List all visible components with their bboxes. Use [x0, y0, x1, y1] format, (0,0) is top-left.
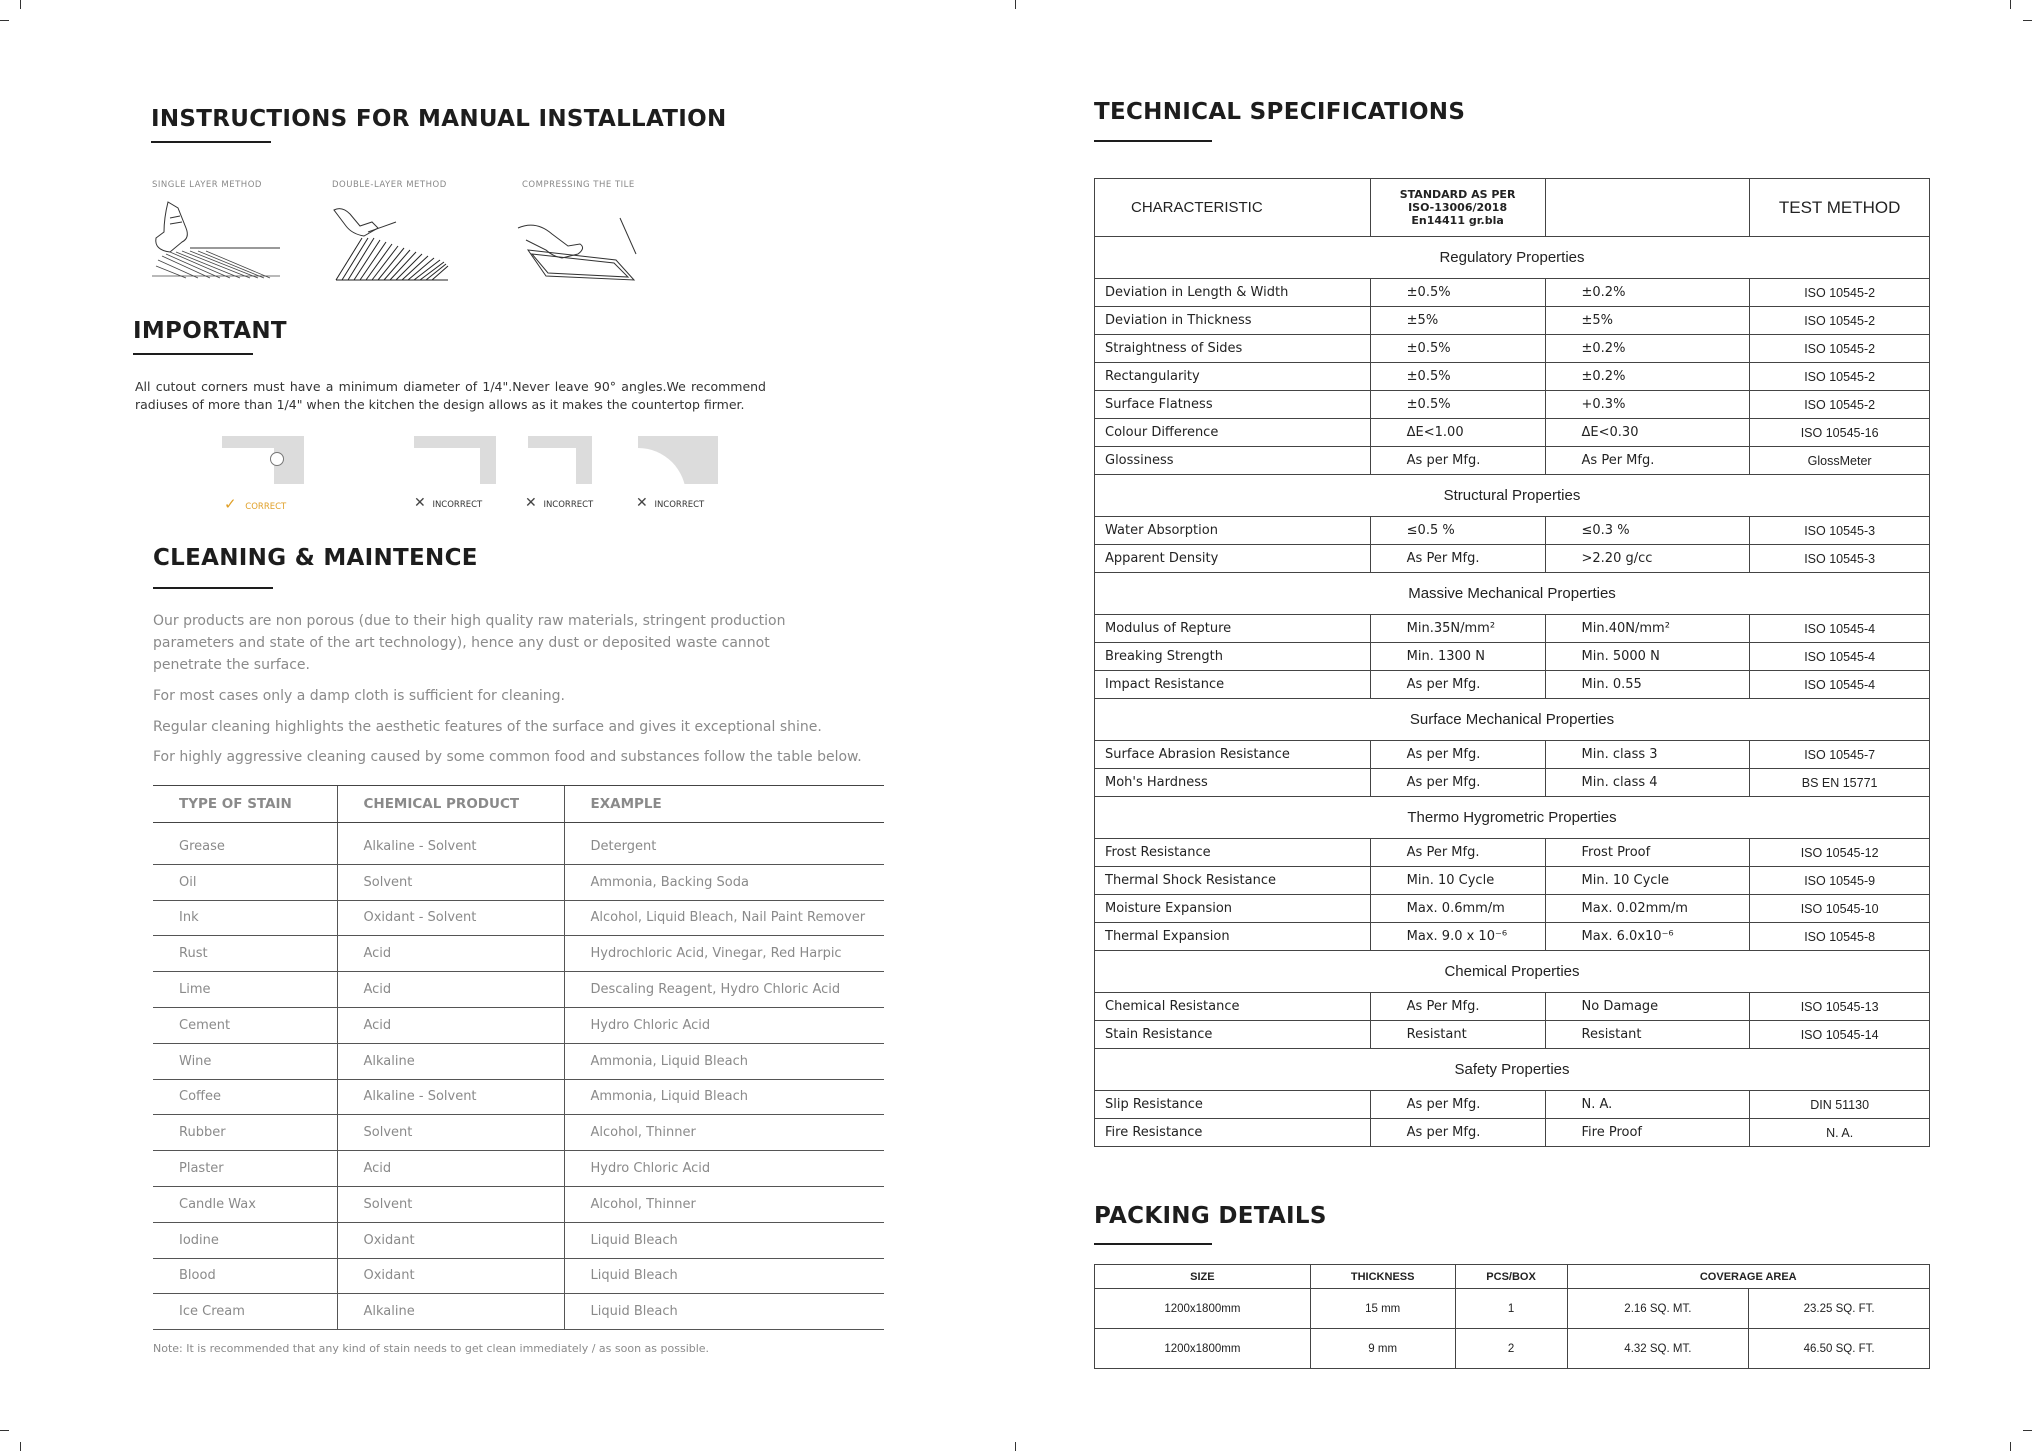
spec-value: ≤0.3 % [1545, 517, 1750, 545]
table-cell: Hydrochloric Acid, Vinegar, Red Harpic [564, 936, 884, 972]
spec-section-header [1095, 699, 1930, 741]
corner-example-correct [222, 436, 304, 484]
spec-value: ±0.2% [1545, 279, 1750, 307]
spec-characteristic: Water Absorption [1095, 517, 1371, 545]
spec-value: ±0.5% [1370, 279, 1545, 307]
table-cell: Alkaline [337, 1294, 564, 1330]
packing-title: PACKING DETAILS [1094, 1203, 1327, 1229]
table-cell: Coffee [153, 1079, 337, 1115]
table-cell: 1 [1455, 1289, 1567, 1329]
spec-value: Min. class 4 [1545, 769, 1750, 797]
table-cell: 15 mm [1310, 1289, 1455, 1329]
spec-characteristic: Frost Resistance [1095, 839, 1371, 867]
spec-value: ±0.5% [1370, 335, 1545, 363]
spec-characteristic: Colour Difference [1095, 419, 1371, 447]
spec-section-title: Structural Properties [1095, 475, 1930, 517]
spec-value: ±0.2% [1545, 335, 1750, 363]
spec-value: N. A. [1545, 1091, 1750, 1119]
table-cell: Liquid Bleach [564, 1258, 884, 1294]
spec-value: As per Mfg. [1370, 769, 1545, 797]
column-header: THICKNESS [1310, 1265, 1455, 1289]
spec-value: Min. class 3 [1545, 741, 1750, 769]
crop-mark [0, 1430, 9, 1431]
column-header-blank [1545, 179, 1750, 237]
table-cell: Oxidant [337, 1222, 564, 1258]
spec-test-method: ISO 10545-4 [1750, 615, 1930, 643]
spec-test-method: ISO 10545-13 [1750, 993, 1930, 1021]
spec-row [1095, 895, 1930, 923]
check-icon: ✓ [224, 495, 237, 513]
column-header: EXAMPLE [564, 786, 884, 823]
table-row [153, 823, 884, 865]
spec-characteristic: Thermal Expansion [1095, 923, 1371, 951]
corner-example-incorrect [414, 436, 496, 484]
cleaning-paragraph: For most cases only a damp cloth is sufficient for cleaning. [153, 688, 565, 704]
table-cell: Acid [337, 1007, 564, 1043]
spec-test-method: ISO 10545-2 [1750, 307, 1930, 335]
spec-test-method: ISO 10545-4 [1750, 671, 1930, 699]
table-row [153, 1222, 884, 1258]
tech-spec-title: TECHNICAL SPECIFICATIONS [1094, 99, 1466, 125]
spec-row [1095, 447, 1930, 475]
spec-row [1095, 391, 1930, 419]
crop-mark [2023, 1430, 2032, 1431]
spec-value: Min.35N/mm² [1370, 615, 1545, 643]
corner-example-incorrect [638, 436, 718, 484]
spec-section-header [1095, 573, 1930, 615]
cleaning-paragraph: For highly aggressive cleaning caused by some common food and substances follow the table below. [153, 749, 862, 765]
crop-mark [2010, 0, 2011, 9]
corner-mark [525, 495, 593, 511]
table-cell: Alkaline - Solvent [337, 1079, 564, 1115]
spec-row [1095, 643, 1930, 671]
spec-value: As Per Mfg. [1545, 447, 1750, 475]
spec-value: ±0.5% [1370, 363, 1545, 391]
important-title: IMPORTANT [133, 318, 287, 344]
column-header: TYPE OF STAIN [153, 786, 337, 823]
crop-mark [2010, 1442, 2011, 1451]
table-cell: Grease [153, 823, 337, 865]
table-cell: 1200x1800mm [1095, 1329, 1311, 1369]
table-row [153, 1151, 884, 1187]
table-cell: Liquid Bleach [564, 1294, 884, 1330]
column-header-standard [1370, 179, 1545, 237]
crop-mark [2023, 20, 2032, 21]
spec-characteristic: Slip Resistance [1095, 1091, 1371, 1119]
corner-example-incorrect [528, 436, 592, 484]
table-cell: Iodine [153, 1222, 337, 1258]
table-cell: Ammonia, Backing Soda [564, 864, 884, 900]
table-cell: Detergent [564, 823, 884, 865]
spec-section-title: Massive Mechanical Properties [1095, 573, 1930, 615]
table-header-row [153, 786, 884, 823]
table-row [153, 1043, 884, 1079]
table-row [153, 864, 884, 900]
spec-characteristic: Breaking Strength [1095, 643, 1371, 671]
spec-value: As Per Mfg. [1370, 545, 1545, 573]
spec-value: As per Mfg. [1370, 671, 1545, 699]
crop-mark [1015, 0, 1016, 9]
spec-value: As per Mfg. [1370, 741, 1545, 769]
crop-mark [0, 20, 9, 21]
spec-test-method: ISO 10545-7 [1750, 741, 1930, 769]
table-cell: Ammonia, Liquid Bleach [564, 1079, 884, 1115]
x-icon: ✕ [525, 495, 537, 511]
table-row [153, 1007, 884, 1043]
x-icon: ✕ [636, 495, 648, 511]
title-underline [133, 353, 253, 355]
spec-value: Resistant [1545, 1021, 1750, 1049]
table-cell: Alcohol, Thinner [564, 1186, 884, 1222]
table-cell: Acid [337, 1151, 564, 1187]
corner-mark [636, 495, 704, 511]
table-cell: Lime [153, 972, 337, 1008]
spec-value: ±0.5% [1370, 391, 1545, 419]
spec-value: Max. 0.02mm/m [1545, 895, 1750, 923]
corner-mark-label: CORRECT [245, 502, 287, 512]
spec-value: >2.20 g/cc [1545, 545, 1750, 573]
table-row [153, 936, 884, 972]
spec-value: Fire Proof [1545, 1119, 1750, 1147]
spec-characteristic: Deviation in Thickness [1095, 307, 1371, 335]
spec-value: As per Mfg. [1370, 1091, 1545, 1119]
packing-header-row [1095, 1265, 1930, 1289]
title-underline [151, 141, 271, 143]
spec-value: ±5% [1545, 307, 1750, 335]
spec-row [1095, 1091, 1930, 1119]
table-cell: Acid [337, 936, 564, 972]
spec-row [1095, 279, 1930, 307]
spec-section-header [1095, 797, 1930, 839]
spec-value: Frost Proof [1545, 839, 1750, 867]
standard-line: ISO-13006/2018 [1408, 201, 1508, 214]
cleaning-title: CLEANING & MAINTENCE [153, 545, 478, 571]
table-cell: Alcohol, Liquid Bleach, Nail Paint Remover [564, 900, 884, 936]
spec-test-method: ISO 10545-3 [1750, 517, 1930, 545]
title-underline [1094, 140, 1212, 142]
spec-characteristic: Glossiness [1095, 447, 1371, 475]
column-header: COVERAGE AREA [1567, 1265, 1930, 1289]
important-text: All cutout corners must have a minimum diameter of 1/4".Never leave 90° angles.We recommend radiuses of more than 1/4" when the kitchen the design allows as it makes the countertop firmer. [135, 379, 766, 412]
table-cell: Ice Cream [153, 1294, 337, 1330]
spec-test-method: ISO 10545-10 [1750, 895, 1930, 923]
table-row [153, 1115, 884, 1151]
install-title: INSTRUCTIONS FOR MANUAL INSTALLATION [151, 106, 727, 132]
spec-value: ≤0.5 % [1370, 517, 1545, 545]
table-cell: Liquid Bleach [564, 1222, 884, 1258]
spec-value: As per Mfg. [1370, 1119, 1545, 1147]
method-caption: DOUBLE-LAYER METHOD [332, 180, 447, 190]
spec-characteristic: Stain Resistance [1095, 1021, 1371, 1049]
table-cell: 23.25 SQ. FT. [1749, 1289, 1930, 1329]
table-cell: 2 [1455, 1329, 1567, 1369]
spec-section-header [1095, 951, 1930, 993]
spec-section-title: Chemical Properties [1095, 951, 1930, 993]
cleaning-paragraph: penetrate the surface. [153, 657, 310, 673]
spec-section-title: Thermo Hygrometric Properties [1095, 797, 1930, 839]
spec-characteristic: Deviation in Length & Width [1095, 279, 1371, 307]
spec-test-method: ISO 10545-9 [1750, 867, 1930, 895]
spec-table [1094, 178, 1930, 1147]
spec-row [1095, 839, 1930, 867]
spec-characteristic: Modulus of Repture [1095, 615, 1371, 643]
spec-row [1095, 517, 1930, 545]
column-header: CHEMICAL PRODUCT [337, 786, 564, 823]
table-row [153, 972, 884, 1008]
table-row [153, 1079, 884, 1115]
column-header: CHARACTERISTIC [1095, 179, 1371, 237]
table-row [153, 1186, 884, 1222]
cleaning-paragraph: Regular cleaning highlights the aesthetic features of the surface and gives it exceptional shine. [153, 719, 822, 735]
spec-test-method: ISO 10545-2 [1750, 335, 1930, 363]
spec-value: Resistant [1370, 1021, 1545, 1049]
spec-test-method: ISO 10545-4 [1750, 643, 1930, 671]
table-cell: Blood [153, 1258, 337, 1294]
spec-header-row [1095, 179, 1930, 237]
spec-characteristic: Impact Resistance [1095, 671, 1371, 699]
spec-row [1095, 867, 1930, 895]
table-row [1095, 1289, 1930, 1329]
table-cell: 1200x1800mm [1095, 1289, 1311, 1329]
cleaning-paragraph: Our products are non porous (due to their high quality raw materials, stringent production [153, 613, 786, 629]
spec-section-title: Regulatory Properties [1095, 237, 1930, 279]
spec-value: Min. 1300 N [1370, 643, 1545, 671]
spec-row [1095, 923, 1930, 951]
corner-mark-label: INCORRECT [543, 500, 594, 510]
table-cell: Solvent [337, 1115, 564, 1151]
table-cell: Alkaline - Solvent [337, 823, 564, 865]
spec-value: ±0.2% [1545, 363, 1750, 391]
table-cell: Acid [337, 972, 564, 1008]
table-cell: Cement [153, 1007, 337, 1043]
spec-test-method: ISO 10545-2 [1750, 279, 1930, 307]
packing-table [1094, 1264, 1930, 1369]
spec-test-method: ISO 10545-2 [1750, 363, 1930, 391]
spec-characteristic: Moh's Hardness [1095, 769, 1371, 797]
standard-line: En14411 gr.bla [1411, 214, 1504, 227]
spec-characteristic: Moisture Expansion [1095, 895, 1371, 923]
spec-row [1095, 419, 1930, 447]
corner-mark [414, 495, 482, 511]
table-cell: Hydro Chloric Acid [564, 1007, 884, 1043]
spec-section-title: Safety Properties [1095, 1049, 1930, 1091]
table-cell: Plaster [153, 1151, 337, 1187]
spec-test-method: ISO 10545-12 [1750, 839, 1930, 867]
table-cell: Solvent [337, 864, 564, 900]
table-cell: Hydro Chloric Acid [564, 1151, 884, 1187]
spec-row [1095, 615, 1930, 643]
table-cell: 2.16 SQ. MT. [1567, 1289, 1749, 1329]
compressing-tile-illustration [516, 214, 640, 286]
standard-line: STANDARD AS PER [1399, 188, 1516, 201]
spec-value: ΔE<0.30 [1545, 419, 1750, 447]
spec-section-header [1095, 1049, 1930, 1091]
crop-mark [1015, 1442, 1016, 1451]
title-underline [1094, 1243, 1212, 1245]
spec-section-header [1095, 237, 1930, 279]
spec-row [1095, 1119, 1930, 1147]
column-header: SIZE [1095, 1265, 1311, 1289]
crop-mark [20, 1442, 21, 1451]
spec-value: As Per Mfg. [1370, 839, 1545, 867]
spec-test-method: ISO 10545-3 [1750, 545, 1930, 573]
corner-mark-label: INCORRECT [432, 500, 483, 510]
spec-test-method: ISO 10545-8 [1750, 923, 1930, 951]
x-icon: ✕ [414, 495, 426, 511]
table-cell: Alcohol, Thinner [564, 1115, 884, 1151]
table-cell: Oxidant [337, 1258, 564, 1294]
spec-value: Min. 5000 N [1545, 643, 1750, 671]
spec-test-method: DIN 51130 [1750, 1091, 1930, 1119]
table-row [153, 1258, 884, 1294]
spec-row [1095, 545, 1930, 573]
spec-value: +0.3% [1545, 391, 1750, 419]
spec-value: Min. 0.55 [1545, 671, 1750, 699]
title-underline [153, 587, 273, 589]
table-cell: Candle Wax [153, 1186, 337, 1222]
spec-characteristic: Rectangularity [1095, 363, 1371, 391]
spec-value: Max. 6.0x10⁻⁶ [1545, 923, 1750, 951]
spec-row [1095, 671, 1930, 699]
table-cell: Descaling Reagent, Hydro Chloric Acid [564, 972, 884, 1008]
stain-note: Note: It is recommended that any kind of stain needs to get clean immediately / as soon as possible. [153, 1342, 710, 1355]
table-row [153, 900, 884, 936]
crop-mark [20, 0, 21, 9]
table-row [1095, 1329, 1930, 1369]
double-layer-illustration [332, 204, 452, 282]
table-cell: Alkaline [337, 1043, 564, 1079]
spec-characteristic: Straightness of Sides [1095, 335, 1371, 363]
spec-test-method: ISO 10545-2 [1750, 391, 1930, 419]
spec-characteristic: Chemical Resistance [1095, 993, 1371, 1021]
method-caption: SINGLE LAYER METHOD [152, 180, 262, 190]
spec-characteristic: Fire Resistance [1095, 1119, 1371, 1147]
column-header: TEST METHOD [1750, 179, 1930, 237]
spec-row [1095, 993, 1930, 1021]
table-cell: Rubber [153, 1115, 337, 1151]
table-cell: Wine [153, 1043, 337, 1079]
table-cell: Rust [153, 936, 337, 972]
table-cell: 46.50 SQ. FT. [1749, 1329, 1930, 1369]
spec-value: As Per Mfg. [1370, 993, 1545, 1021]
spec-test-method: N. A. [1750, 1119, 1930, 1147]
spec-value: Min. 10 Cycle [1545, 867, 1750, 895]
spec-row [1095, 1021, 1930, 1049]
single-layer-illustration [150, 198, 282, 280]
stain-table [153, 785, 884, 1330]
spec-test-method: GlossMeter [1750, 447, 1930, 475]
spec-test-method: ISO 10545-16 [1750, 419, 1930, 447]
spec-row [1095, 307, 1930, 335]
method-caption: COMPRESSING THE TILE [522, 180, 635, 190]
spec-value: Min.40N/mm² [1545, 615, 1750, 643]
spec-value: Min. 10 Cycle [1370, 867, 1545, 895]
spec-row [1095, 769, 1930, 797]
spec-value: Max. 0.6mm/m [1370, 895, 1545, 923]
table-row [153, 1294, 884, 1330]
column-header: PCS/BOX [1455, 1265, 1567, 1289]
spec-value: ±5% [1370, 307, 1545, 335]
corner-mark-label: INCORRECT [654, 500, 705, 510]
cleaning-paragraph: parameters and state of the art technology), hence any dust or deposited waste cannot [153, 635, 770, 651]
spec-value: ΔE<1.00 [1370, 419, 1545, 447]
spec-section-title: Surface Mechanical Properties [1095, 699, 1930, 741]
table-cell: 9 mm [1310, 1329, 1455, 1369]
spec-row [1095, 335, 1930, 363]
spec-characteristic: Apparent Density [1095, 545, 1371, 573]
spec-value: Max. 9.0 x 10⁻⁶ [1370, 923, 1545, 951]
table-cell: Solvent [337, 1186, 564, 1222]
table-cell: Ammonia, Liquid Bleach [564, 1043, 884, 1079]
spec-row [1095, 363, 1930, 391]
spec-section-header [1095, 475, 1930, 517]
spec-value: As per Mfg. [1370, 447, 1545, 475]
spec-test-method: BS EN 15771 [1750, 769, 1930, 797]
table-cell: Oil [153, 864, 337, 900]
table-cell: Ink [153, 900, 337, 936]
table-cell: 4.32 SQ. MT. [1567, 1329, 1749, 1369]
spec-row [1095, 741, 1930, 769]
spec-test-method: ISO 10545-14 [1750, 1021, 1930, 1049]
table-cell: Oxidant - Solvent [337, 900, 564, 936]
corner-mark [224, 495, 286, 513]
spec-characteristic: Surface Flatness [1095, 391, 1371, 419]
spec-characteristic: Surface Abrasion Resistance [1095, 741, 1371, 769]
spec-characteristic: Thermal Shock Resistance [1095, 867, 1371, 895]
spec-value: No Damage [1545, 993, 1750, 1021]
